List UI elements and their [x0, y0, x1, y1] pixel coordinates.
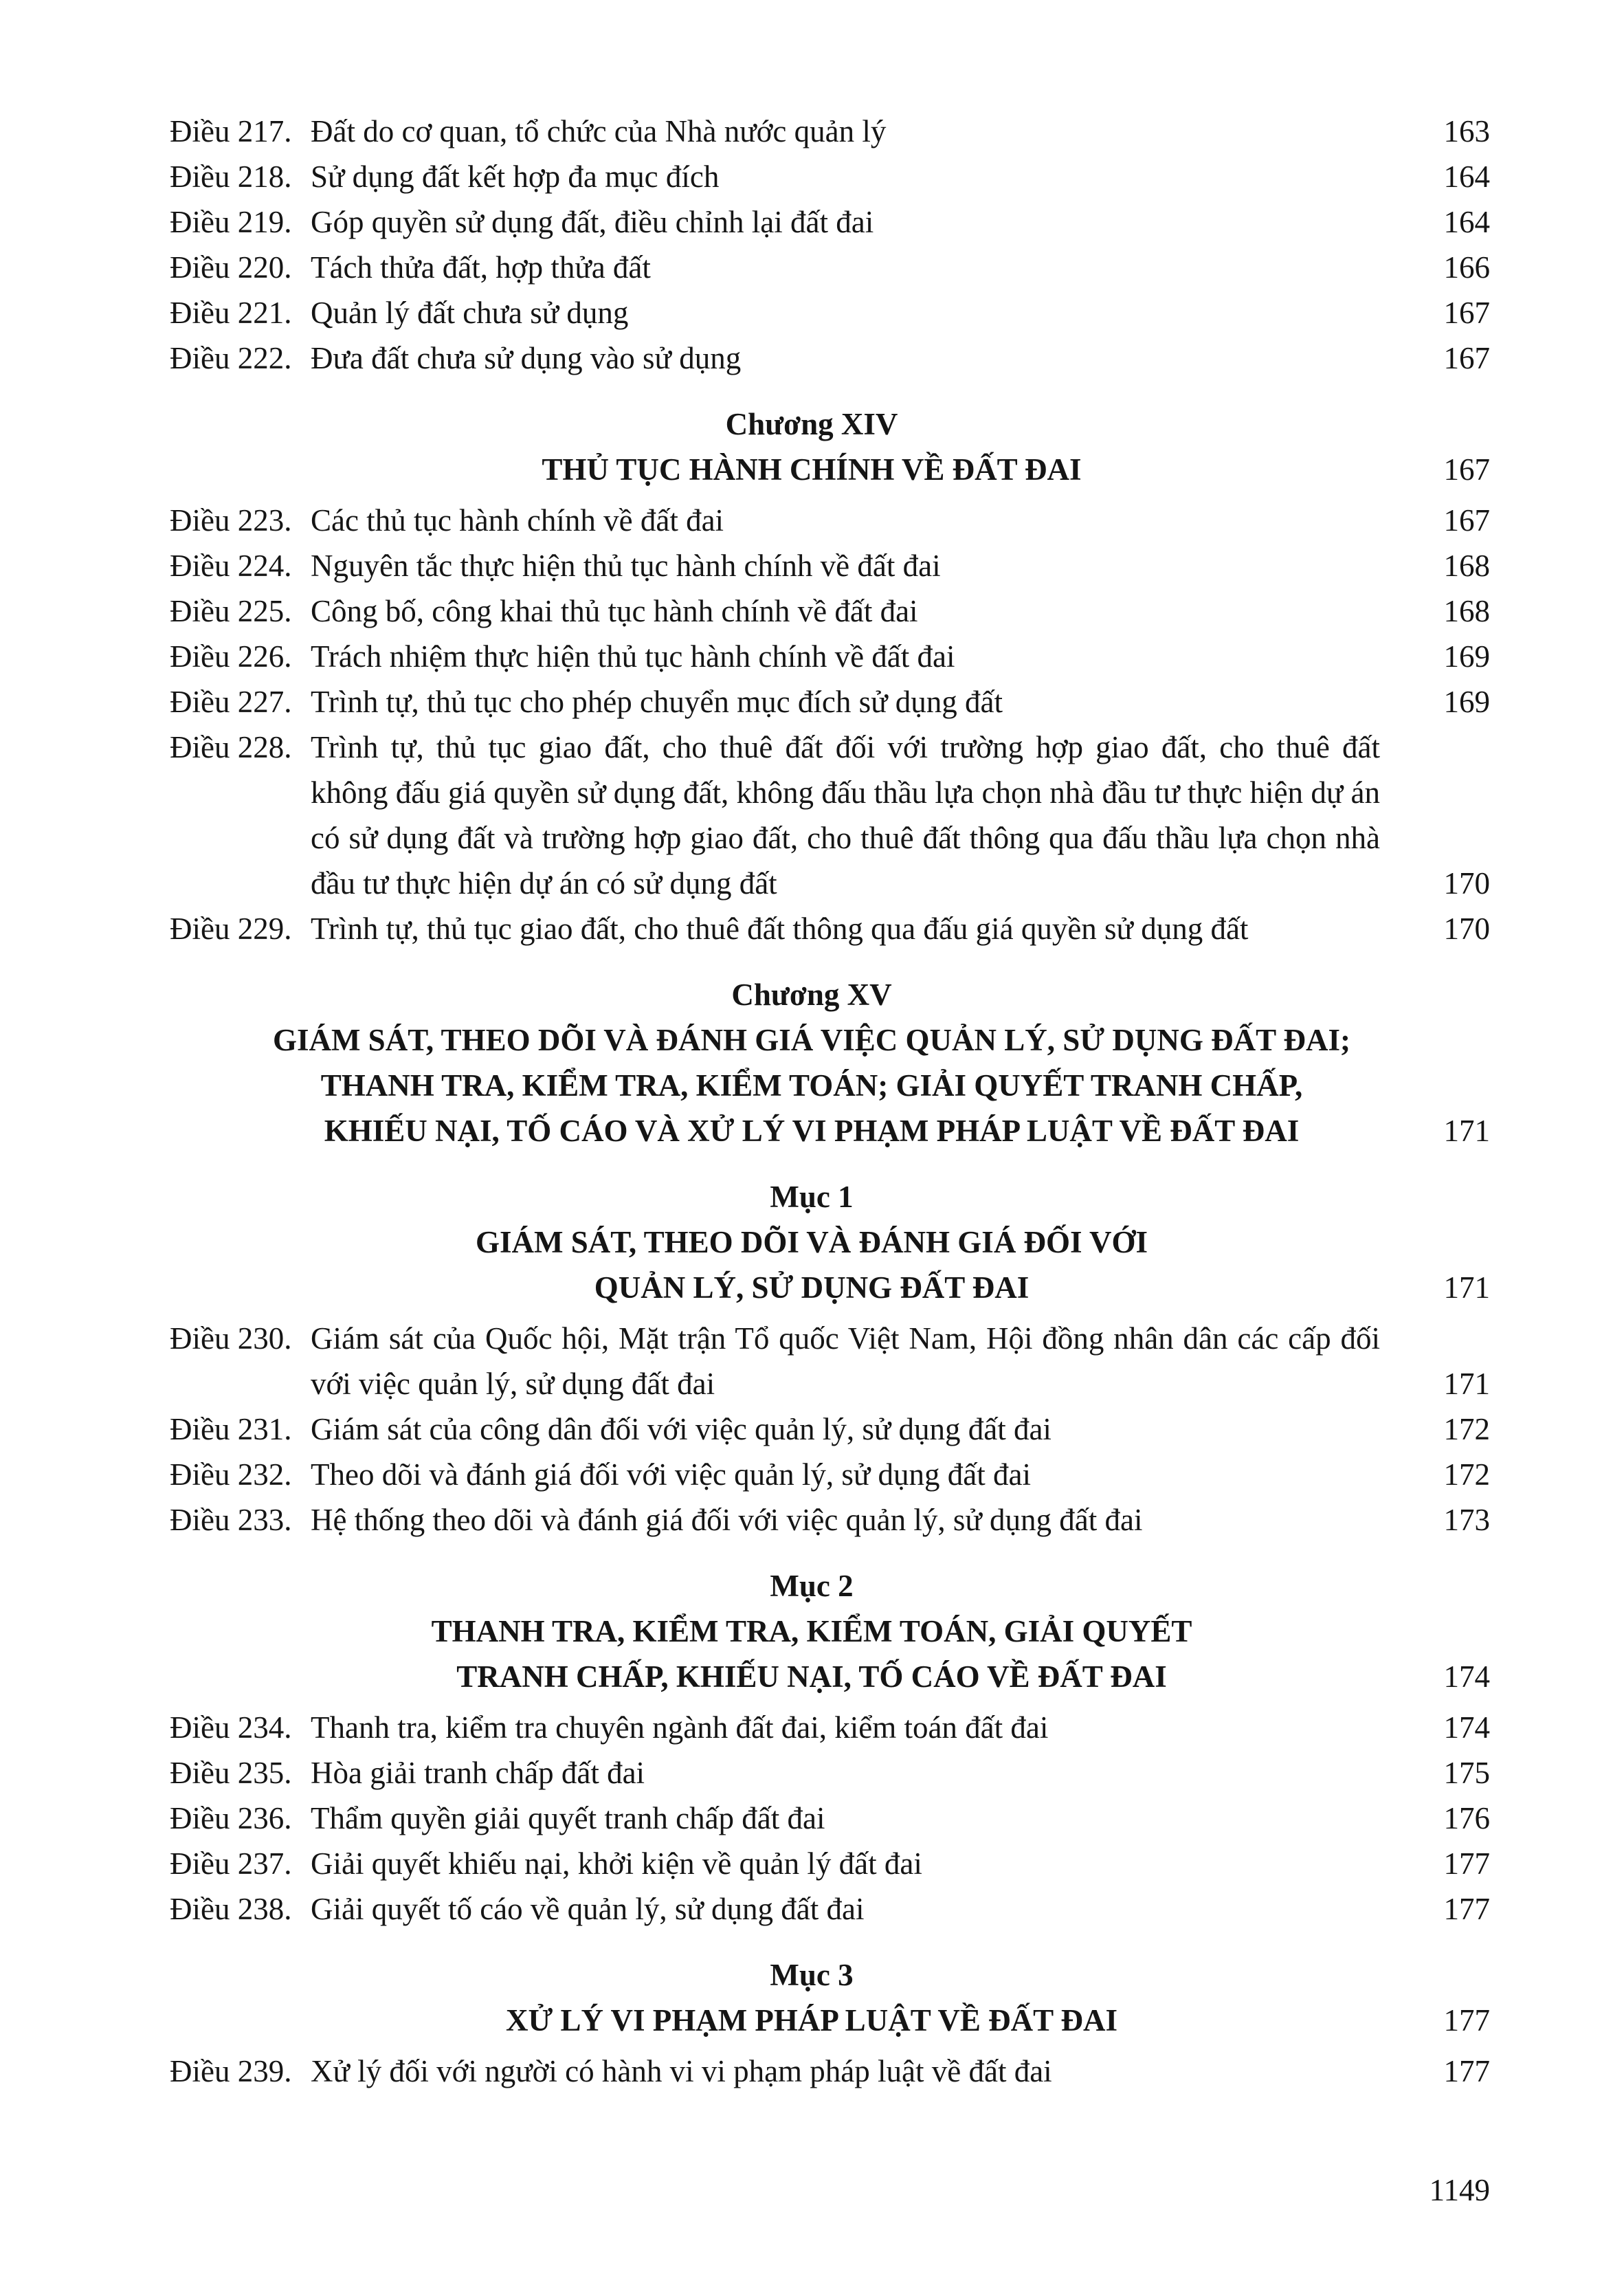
- toc-entry: [170, 335, 1490, 381]
- toc-entry: [170, 725, 1490, 906]
- toc-entry-number: Điều 217.: [170, 114, 292, 148]
- toc-entry-title: Đưa đất chưa sử dụng vào sử dụng: [311, 341, 742, 375]
- toc-entry-page: 177: [1443, 1846, 1490, 1881]
- toc-entry-page: 174: [1443, 1710, 1490, 1745]
- toc-heading-kicker: Mục 1: [770, 1180, 854, 1214]
- toc-entry-page: 172: [1443, 1412, 1490, 1446]
- toc-entry-title: Đất do cơ quan, tổ chức của Nhà nước quản lý: [311, 114, 887, 148]
- toc-entry: [170, 154, 1490, 199]
- toc-entry-title: Thẩm quyền giải quyết tranh chấp đất đai: [311, 1801, 825, 1835]
- toc-entry-number: Điều 239.: [170, 2054, 292, 2088]
- toc-heading-section: [133, 1563, 1490, 1699]
- toc-entry: [170, 1796, 1490, 1841]
- toc-entry-title: Theo dõi và đánh giá đối với việc quản lý, sử dụng đất đai: [311, 1457, 1031, 1492]
- toc-entry: [170, 1452, 1490, 1497]
- toc-entry-title: Trình tự, thủ tục giao đất, cho thuê đất đối với trường hợp giao đất, cho thuê đất không đấu giá quyền sử dụng đất, không đấu thầu lựa chọn nhà đầu tư thực hiện dự án có sử dụng đất và trường hợp giao đất, cho thuê đất thông qua đấu thầu lựa chọn nhà đầu tư thực hiện dự án có sử dụng đất: [311, 730, 1380, 901]
- toc-entry: [170, 1886, 1490, 1932]
- toc-entry-page: 167: [1443, 296, 1490, 330]
- toc-entry: [170, 290, 1490, 335]
- toc-heading-chapter: [133, 401, 1490, 492]
- toc-entry: [170, 1406, 1490, 1452]
- toc-entry-title: Giải quyết khiếu nại, khởi kiện về quản lý đất đai: [311, 1846, 922, 1881]
- toc-heading-page: 174: [1443, 1659, 1490, 1694]
- toc-entry: [170, 1841, 1490, 1886]
- toc-heading-line: THỦ TỤC HÀNH CHÍNH VỀ ĐẤT ĐAI: [542, 452, 1082, 487]
- toc-entry: [170, 1750, 1490, 1796]
- toc-entry-title: Các thủ tục hành chính về đất đai: [311, 503, 724, 538]
- toc-entry: [170, 1705, 1490, 1750]
- toc-entry-number: Điều 225.: [170, 594, 292, 628]
- toc-entry-page: 163: [1443, 114, 1490, 148]
- toc-entry: [170, 543, 1490, 588]
- toc-entry-title: Trình tự, thủ tục cho phép chuyển mục đích sử dụng đất: [311, 685, 1003, 719]
- toc-entry-number: Điều 228.: [170, 730, 292, 764]
- toc-entry-page: 166: [1443, 250, 1490, 285]
- toc-entry-title: Sử dụng đất kết hợp đa mục đích: [311, 159, 720, 194]
- toc-heading-line: XỬ LÝ VI PHẠM PHÁP LUẬT VỀ ĐẤT ĐAI: [505, 2003, 1118, 2038]
- toc-entry-page: 168: [1443, 594, 1490, 628]
- toc-entry-number: Điều 233.: [170, 1503, 292, 1537]
- footer-page-number: 1149: [1429, 2173, 1490, 2207]
- toc-entry-title: Trình tự, thủ tục giao đất, cho thuê đất thông qua đấu giá quyền sử dụng đất: [311, 912, 1249, 946]
- toc-entry-title: Giám sát của Quốc hội, Mặt trận Tổ quốc Việt Nam, Hội đồng nhân dân các cấp đối với việc quản lý, sử dụng đất đai: [311, 1321, 1380, 1401]
- toc-entry-number: Điều 230.: [170, 1321, 292, 1356]
- toc-entry: [170, 634, 1490, 679]
- toc-heading-section: [133, 1174, 1490, 1310]
- toc-heading-chapter: [133, 972, 1490, 1153]
- toc-entry-number: Điều 223.: [170, 503, 292, 538]
- toc-heading-line: THANH TRA, KIỂM TRA, KIỂM TOÁN; GIẢI QUYẾT TRANH CHẤP,: [320, 1068, 1303, 1103]
- toc-entry-number: Điều 221.: [170, 296, 292, 330]
- toc-entry-title: Tách thửa đất, hợp thửa đất: [311, 250, 651, 285]
- toc-entry-page: 164: [1443, 159, 1490, 194]
- toc-entry-number: Điều 235.: [170, 1756, 292, 1790]
- toc-entry-title: Giải quyết tố cáo về quản lý, sử dụng đất đai: [311, 1892, 865, 1926]
- toc-heading-line: QUẢN LÝ, SỬ DỤNG ĐẤT ĐAI: [594, 1270, 1030, 1305]
- toc-heading-line: KHIẾU NẠI, TỐ CÁO VÀ XỬ LÝ VI PHẠM PHÁP LUẬT VỀ ĐẤT ĐAI: [324, 1114, 1300, 1148]
- toc-entry-number: Điều 226.: [170, 639, 292, 674]
- toc-entry-number: Điều 229.: [170, 912, 292, 946]
- toc-heading-page: 177: [1443, 2003, 1490, 2038]
- toc-entry-number: Điều 220.: [170, 250, 292, 285]
- toc-entry-number: Điều 219.: [170, 205, 292, 239]
- toc-heading-kicker: Chương XIV: [725, 407, 898, 441]
- toc-list: [170, 109, 1490, 2094]
- toc-entry-title: Hệ thống theo dõi và đánh giá đối với việc quản lý, sử dụng đất đai: [311, 1503, 1143, 1537]
- toc-entry-number: Điều 232.: [170, 1457, 292, 1492]
- toc-entry-title: Giám sát của công dân đối với việc quản lý, sử dụng đất đai: [311, 1412, 1052, 1446]
- toc-entry-page: 164: [1443, 205, 1490, 239]
- toc-entry-number: Điều 218.: [170, 159, 292, 194]
- toc-heading-line: GIÁM SÁT, THEO DÕI VÀ ĐÁNH GIÁ VIỆC QUẢN LÝ, SỬ DỤNG ĐẤT ĐAI;: [272, 1023, 1351, 1057]
- toc-entry: [170, 906, 1490, 951]
- toc-heading-page: 167: [1443, 452, 1490, 487]
- toc-entry-page: 177: [1443, 1892, 1490, 1926]
- toc-entry-page: 169: [1443, 685, 1490, 719]
- toc-entry-page: 172: [1443, 1457, 1490, 1492]
- toc-entry-page: 177: [1443, 2054, 1490, 2088]
- toc-entry-number: Điều 236.: [170, 1801, 292, 1835]
- toc-heading-page: 171: [1443, 1114, 1490, 1148]
- toc-entry-page: 169: [1443, 639, 1490, 674]
- toc-entry-number: Điều 222.: [170, 341, 292, 375]
- toc-entry: [170, 109, 1490, 154]
- toc-entry-page: 173: [1443, 1503, 1490, 1537]
- toc-entry-number: Điều 234.: [170, 1710, 292, 1745]
- toc-entry-page: 175: [1443, 1756, 1490, 1790]
- toc-entry-title: Nguyên tắc thực hiện thủ tục hành chính về đất đai: [311, 549, 941, 583]
- toc-entry: [170, 245, 1490, 290]
- toc-entry-number: Điều 238.: [170, 1892, 292, 1926]
- toc-entry: [170, 2049, 1490, 2094]
- toc-entry-title: Công bố, công khai thủ tục hành chính về đất đai: [311, 594, 918, 628]
- toc-entry: [170, 1497, 1490, 1543]
- toc-heading-line: TRANH CHẤP, KHIẾU NẠI, TỐ CÁO VỀ ĐẤT ĐAI: [456, 1659, 1167, 1694]
- toc-entry: [170, 1316, 1490, 1406]
- toc-entry-page: 171: [1443, 1367, 1490, 1401]
- toc-entry-title: Hòa giải tranh chấp đất đai: [311, 1756, 645, 1790]
- toc-heading-kicker: Mục 3: [770, 1958, 854, 1992]
- toc-heading-section: [133, 1952, 1490, 2043]
- toc-entry-page: 176: [1443, 1801, 1490, 1835]
- toc-entry: [170, 199, 1490, 245]
- toc-entry-page: 168: [1443, 549, 1490, 583]
- toc-heading-kicker: Mục 2: [770, 1569, 854, 1603]
- toc-entry-page: 170: [1443, 866, 1490, 901]
- toc-entry-title: Thanh tra, kiểm tra chuyên ngành đất đai, kiểm toán đất đai: [311, 1710, 1049, 1745]
- toc-entry-title: Quản lý đất chưa sử dụng: [311, 296, 629, 330]
- toc-entry-number: Điều 224.: [170, 549, 292, 583]
- toc-entry-number: Điều 237.: [170, 1846, 292, 1881]
- toc-entry-page: 167: [1443, 503, 1490, 538]
- toc-heading-line: THANH TRA, KIỂM TRA, KIỂM TOÁN, GIẢI QUYẾT: [431, 1614, 1192, 1648]
- toc-entry-title: Xử lý đối với người có hành vi vi phạm pháp luật về đất đai: [311, 2054, 1052, 2088]
- toc-heading-line: GIÁM SÁT, THEO DÕI VÀ ĐÁNH GIÁ ĐỐI VỚI: [475, 1225, 1148, 1259]
- toc-entry-title: Góp quyền sử dụng đất, điều chỉnh lại đất đai: [311, 205, 874, 239]
- toc-entry: [170, 679, 1490, 725]
- toc-entry-page: 170: [1443, 912, 1490, 946]
- toc-entry: [170, 498, 1490, 543]
- toc-entry-title: Trách nhiệm thực hiện thủ tục hành chính về đất đai: [311, 639, 955, 674]
- toc-heading-kicker: Chương XV: [731, 978, 892, 1012]
- toc-entry-number: Điều 227.: [170, 685, 292, 719]
- toc-entry-page: 167: [1443, 341, 1490, 375]
- toc-heading-page: 171: [1443, 1270, 1490, 1305]
- toc-entry-number: Điều 231.: [170, 1412, 292, 1446]
- toc-entry: [170, 588, 1490, 634]
